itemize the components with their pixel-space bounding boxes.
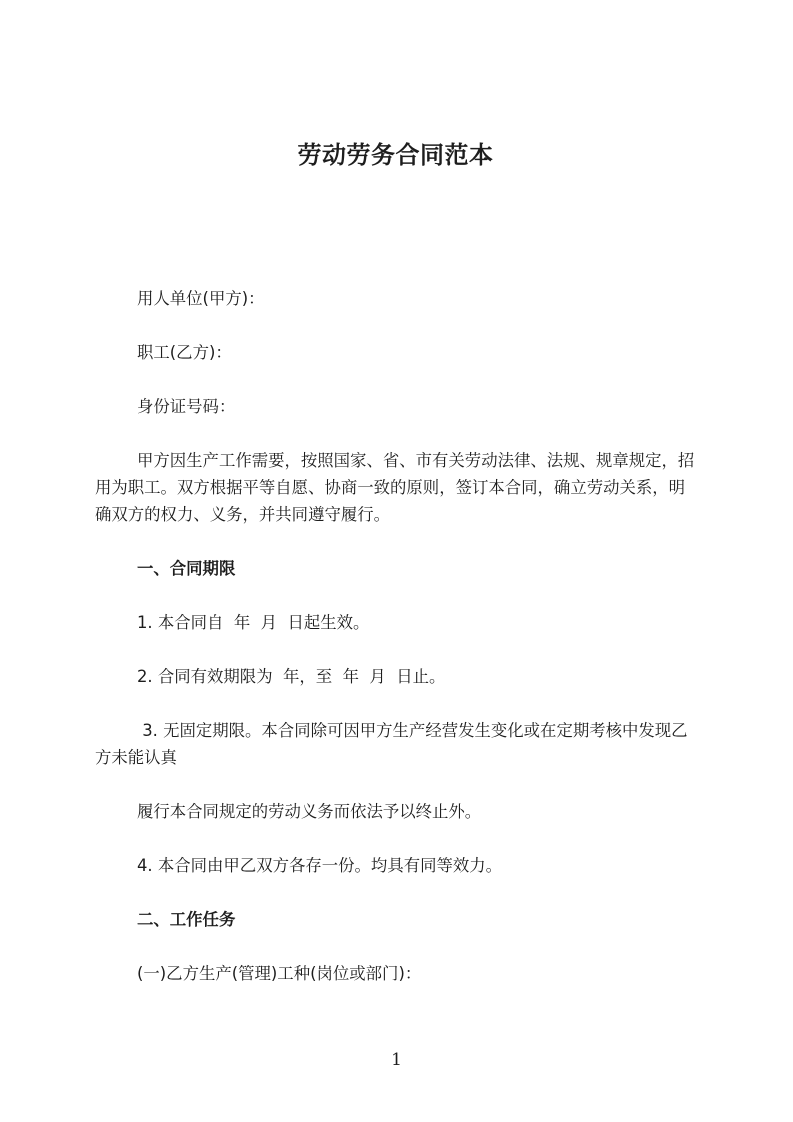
page-number: 1: [391, 1050, 402, 1070]
section-2-heading: 二、工作任务: [137, 910, 236, 929]
section-1-clause-2: 2. 合同有效期限为 年，至 年 月 日止。: [137, 667, 446, 686]
section-1-clause-4: 4. 本合同由甲乙双方各存一份。均具有同等效力。: [137, 856, 503, 875]
id-number-label: 身份证号码：: [137, 397, 236, 416]
section-1-clause-3: 3. 无固定期限。本合同除可因甲方生产经营发生变化或在定期考核中发现乙方未能认真: [95, 721, 688, 767]
contract-title: 劳动劳务合同范本: [297, 141, 494, 169]
section-1-clause-3-continuation: 履行本合同规定的劳动义务而依法予以终止外。: [137, 802, 482, 821]
party-a-label: 用人单位(甲方)：: [137, 289, 265, 308]
party-b-label: 职工(乙方)：: [137, 343, 232, 362]
section-1-heading: 一、合同期限: [137, 559, 236, 578]
intro-paragraph: 甲方因生产工作需要，按照国家、省、市有关劳动法律、法规、规章规定，招用为职工。双方根据平等自愿、协商一致的原则，签订本合同，确立劳动关系，明确双方的权力、义务，并共同遵守履行。: [95, 451, 695, 524]
section-1-clause-1: 1. 本合同自 年 月 日起生效。: [137, 613, 370, 632]
section-2-clause-1: (一)乙方生产(管理)工种(岗位或部门)：: [137, 964, 422, 983]
